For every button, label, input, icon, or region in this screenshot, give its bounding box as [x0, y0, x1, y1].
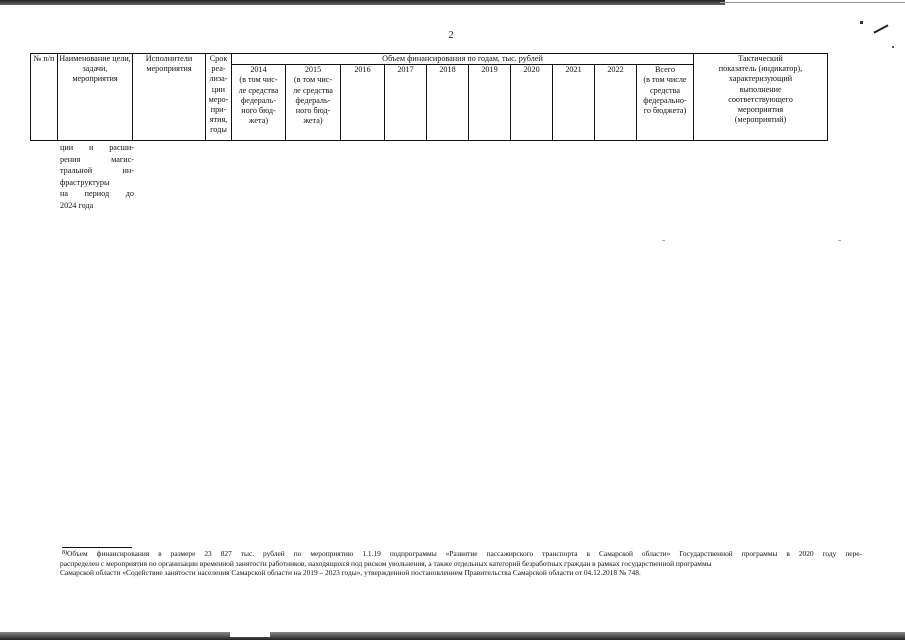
header-year-2022: 2022 [595, 65, 637, 141]
page-number: 2 [448, 30, 454, 41]
header-term: Срок реа- лиза- ции меро- при- ятия, годы [206, 54, 232, 141]
scan-edge-gap [230, 632, 270, 637]
scan-mark [873, 24, 888, 33]
header-name: Наименование цели, задачи, мероприятия [58, 54, 133, 141]
footnote-line-3: Самарской области «Содействие занятости населения Самарской области на 2019 – 2023 годы», утвержденной постановлением Правительства Самарской области от 04.12.2018 № 748. [60, 568, 641, 578]
header-year-2020: 2020 [511, 65, 553, 141]
footnote-separator [62, 547, 132, 548]
header-year-2019: 2019 [469, 65, 511, 141]
scan-speck [860, 21, 863, 24]
header-year-2014: 2014 (в том чис- ле средства федераль- ного бюд- жета) [232, 65, 286, 141]
header-year-2018: 2018 [427, 65, 469, 141]
footnote-marker: 8) [62, 550, 67, 556]
continued-cell-text: ции и расши- рения магис- тральной ин- фраструктуры на период до 2024 года [60, 143, 134, 210]
header-year-2021: 2021 [553, 65, 595, 141]
header-year-2015: 2015 (в том чис- ле средства федераль- ного бюд- жета) [286, 65, 341, 141]
scan-edge-top-thin [720, 2, 905, 3]
header-executors: Исполнители мероприятия [133, 54, 206, 141]
footnote-line-1: $^{8)}$Объем финансирования в размере 23 827 тыс. рублей по мероприятию 1.1.19 подпрограммы «Развитие пассажирского транспорта в Самарской области» Государственной программы в 2020 году пере- [62, 549, 862, 558]
scan-speck [838, 240, 841, 241]
footnote [62, 549, 862, 578]
header-funding-group: Объем финансирования по годам, тыс. рублей [232, 54, 694, 65]
scan-speck [662, 240, 665, 241]
scan-speck [892, 46, 894, 48]
scan-edge-top [0, 0, 725, 5]
header-total: Всего (в том числе средства федерально- го бюджета) [637, 65, 694, 141]
header-num: № п/п [31, 54, 58, 141]
header-indicator: Тактический показатель (индикатор), характеризующий выполнение соответствующего мероприятия (мероприятий) [694, 54, 828, 141]
header-year-2016: 2016 [341, 65, 385, 141]
footnote-line-2: распределен с мероприятия по организации временной занятости работников, находящихся под риском увольнения, а также отдельных категорий безработных граждан в рамках государственной программы [60, 558, 712, 568]
header-year-2017: 2017 [385, 65, 427, 141]
scan-edge-bottom [0, 632, 905, 640]
financing-table [30, 53, 828, 141]
